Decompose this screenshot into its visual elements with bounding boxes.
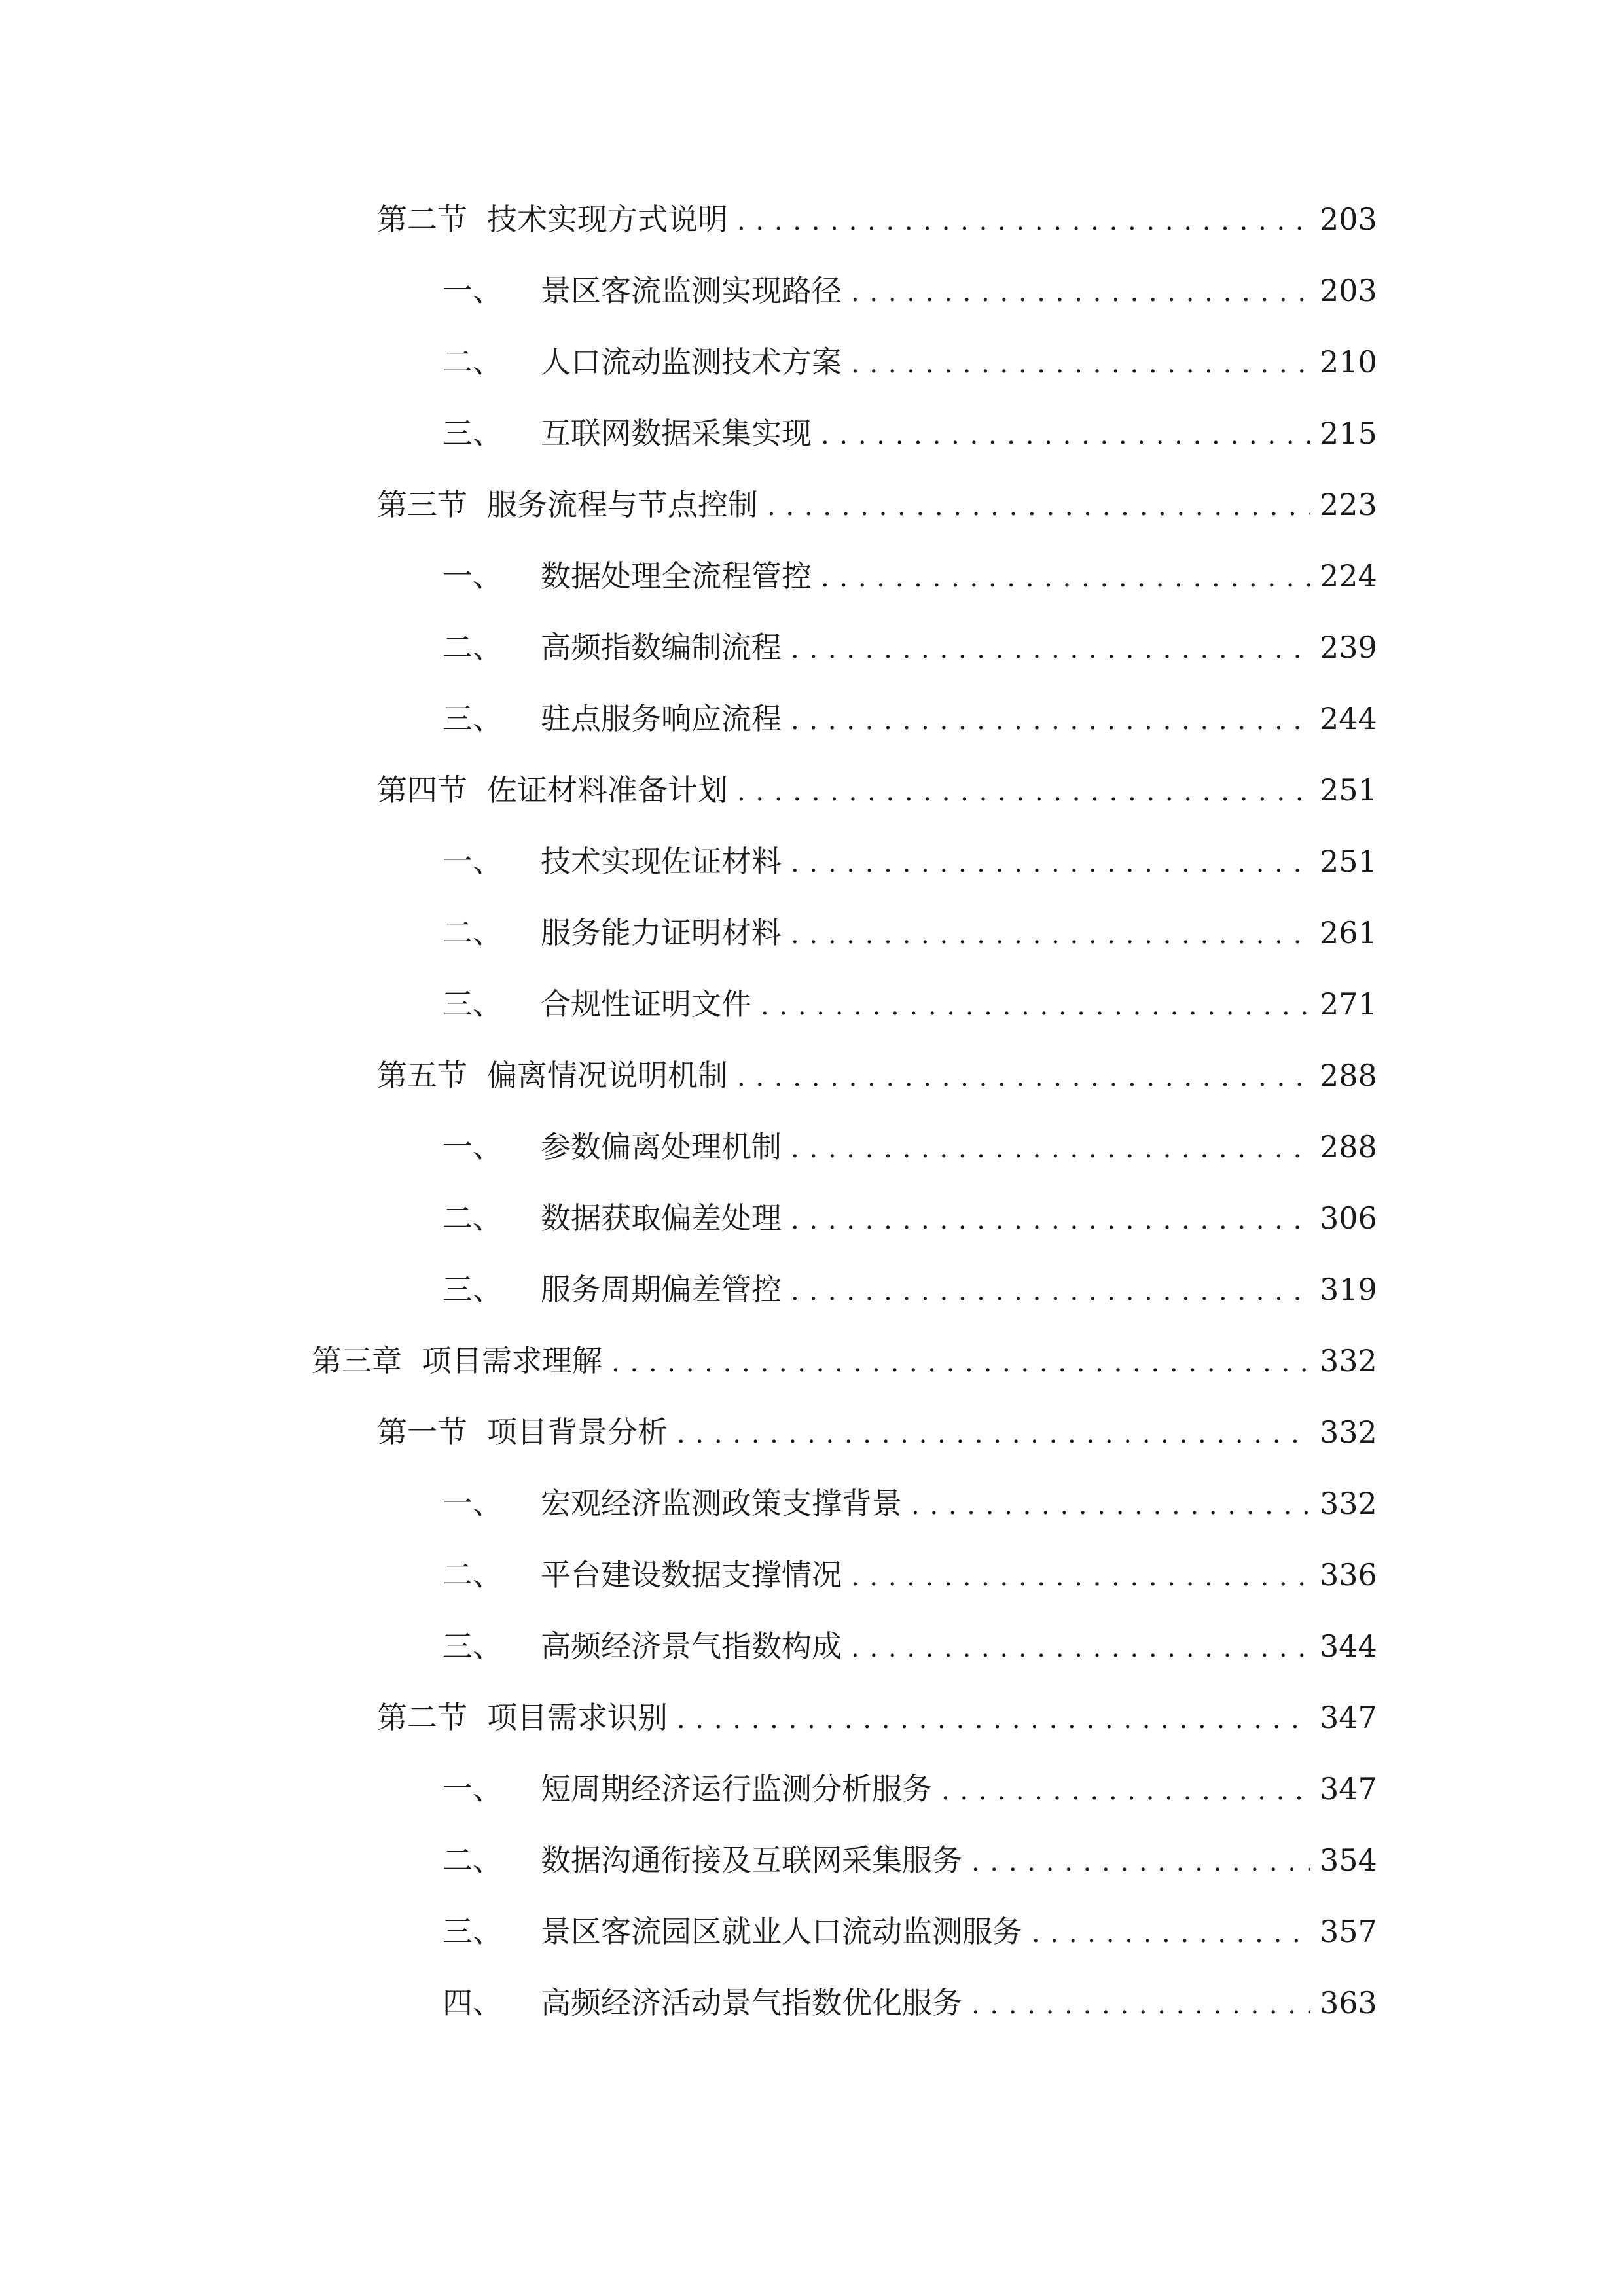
toc-marker: 第一节 bbox=[377, 1414, 467, 1450]
toc-marker: 一、 bbox=[442, 844, 503, 879]
toc-leader-dots bbox=[737, 198, 1310, 244]
toc-entry[interactable] bbox=[377, 1052, 1377, 1098]
toc-title: 驻点服务响应流程 bbox=[541, 701, 782, 736]
toc-entry[interactable] bbox=[442, 1124, 1377, 1170]
toc-marker: 第二节 bbox=[377, 202, 467, 237]
toc-label bbox=[442, 1266, 782, 1312]
toc-marker: 二、 bbox=[442, 1200, 503, 1236]
toc-page-number: 239 bbox=[1320, 630, 1377, 665]
toc-label bbox=[377, 1695, 668, 1740]
toc-label bbox=[442, 1623, 842, 1669]
toc-marker: 二、 bbox=[442, 915, 503, 950]
toc-page-number: 203 bbox=[1320, 273, 1377, 308]
toc-leader-dots bbox=[851, 1625, 1310, 1671]
toc-title: 合规性证明文件 bbox=[541, 986, 751, 1022]
toc-label bbox=[442, 910, 782, 956]
toc-title: 景区客流园区就业人口流动监测服务 bbox=[541, 1914, 1022, 1949]
toc-leader-dots bbox=[737, 1054, 1310, 1100]
toc-label bbox=[442, 1837, 962, 1883]
toc-page-number: 244 bbox=[1320, 701, 1377, 736]
toc-marker: 三、 bbox=[442, 986, 503, 1022]
toc-label bbox=[377, 482, 758, 528]
toc-leader-dots bbox=[851, 270, 1310, 315]
toc-entry[interactable] bbox=[442, 1909, 1377, 1954]
toc-marker: 一、 bbox=[442, 273, 503, 308]
toc-leader-dots bbox=[677, 1411, 1310, 1457]
toc-label bbox=[442, 624, 782, 670]
toc-entry[interactable] bbox=[377, 196, 1377, 242]
toc-entry[interactable] bbox=[377, 767, 1377, 813]
toc-title: 偏离情况说明机制 bbox=[487, 1058, 728, 1093]
toc-page-number: 332 bbox=[1320, 1414, 1377, 1450]
toc-page-number: 288 bbox=[1320, 1058, 1377, 1093]
toc-marker: 二、 bbox=[442, 1557, 503, 1592]
toc-entry[interactable] bbox=[442, 696, 1377, 742]
toc-entry[interactable] bbox=[442, 624, 1377, 670]
toc-label bbox=[442, 1909, 1022, 1954]
toc-title: 平台建设数据支撑情况 bbox=[541, 1557, 842, 1592]
toc-page-number: 203 bbox=[1320, 202, 1377, 237]
toc-label bbox=[442, 339, 842, 385]
toc-title: 短周期经济运行监测分析服务 bbox=[541, 1771, 932, 1806]
toc-entry[interactable] bbox=[377, 482, 1377, 528]
toc-title: 技术实现佐证材料 bbox=[541, 844, 782, 879]
toc-page-number: 344 bbox=[1320, 1628, 1377, 1664]
toc-marker: 第五节 bbox=[377, 1058, 467, 1093]
toc-leader-dots bbox=[971, 1982, 1310, 2028]
toc-leader-dots bbox=[851, 1554, 1310, 1600]
toc-page-number: 224 bbox=[1320, 558, 1377, 594]
toc-title: 高频经济活动景气指数优化服务 bbox=[541, 1985, 962, 2020]
toc-marker: 二、 bbox=[442, 344, 503, 380]
toc-entry[interactable] bbox=[377, 1695, 1377, 1740]
toc-marker: 三、 bbox=[442, 701, 503, 736]
toc-leader-dots bbox=[761, 983, 1310, 1029]
toc-leader-dots bbox=[611, 1340, 1310, 1386]
toc-title: 项目背景分析 bbox=[487, 1414, 668, 1450]
toc-entry[interactable] bbox=[442, 910, 1377, 956]
toc-title: 服务周期偏差管控 bbox=[541, 1272, 782, 1307]
toc-label bbox=[442, 1480, 902, 1526]
toc-label bbox=[442, 1766, 932, 1812]
toc-label bbox=[312, 1338, 602, 1384]
toc-page-number: 332 bbox=[1320, 1486, 1377, 1521]
toc-entry[interactable] bbox=[442, 410, 1377, 456]
toc-entry[interactable] bbox=[442, 339, 1377, 385]
toc-title: 服务流程与节点控制 bbox=[487, 487, 758, 522]
toc-page-number: 210 bbox=[1320, 344, 1377, 380]
toc-page-number: 357 bbox=[1320, 1914, 1377, 1949]
toc-marker: 一、 bbox=[442, 1486, 503, 1521]
toc-label bbox=[442, 838, 782, 884]
toc-title: 佐证材料准备计划 bbox=[487, 772, 728, 808]
toc-entry[interactable] bbox=[442, 981, 1377, 1027]
toc-entry[interactable] bbox=[312, 1338, 1377, 1384]
toc-title: 互联网数据采集实现 bbox=[541, 416, 812, 451]
toc-leader-dots bbox=[941, 1768, 1310, 1814]
toc-entry[interactable] bbox=[442, 1766, 1377, 1812]
toc-entry[interactable] bbox=[442, 1623, 1377, 1669]
toc-title: 数据处理全流程管控 bbox=[541, 558, 812, 594]
toc-page-number: 251 bbox=[1320, 844, 1377, 879]
toc-marker: 二、 bbox=[442, 630, 503, 665]
toc-title: 数据沟通衔接及互联网采集服务 bbox=[541, 1842, 962, 1878]
toc-page-number: 215 bbox=[1320, 416, 1377, 451]
toc-leader-dots bbox=[971, 1839, 1310, 1885]
toc-label bbox=[377, 1409, 668, 1455]
toc-marker: 第三节 bbox=[377, 487, 467, 522]
toc-entry[interactable] bbox=[442, 1552, 1377, 1598]
toc-page-number: 347 bbox=[1320, 1771, 1377, 1806]
toc-leader-dots bbox=[821, 555, 1310, 601]
toc-entry[interactable] bbox=[442, 268, 1377, 314]
toc-leader-dots bbox=[911, 1482, 1310, 1528]
toc-leader-dots bbox=[791, 1126, 1310, 1172]
toc-entry[interactable] bbox=[442, 1480, 1377, 1526]
toc-leader-dots bbox=[821, 412, 1310, 458]
toc-leader-dots bbox=[791, 840, 1310, 886]
toc-page-number: 261 bbox=[1320, 915, 1377, 950]
toc-page-number: 354 bbox=[1320, 1842, 1377, 1878]
toc-page-number: 306 bbox=[1320, 1200, 1377, 1236]
toc-leader-dots bbox=[791, 698, 1310, 744]
toc-label bbox=[442, 410, 812, 456]
toc-page-number: 363 bbox=[1320, 1985, 1377, 2020]
toc-label bbox=[442, 1195, 782, 1241]
toc-marker: 一、 bbox=[442, 558, 503, 594]
toc-title: 项目需求理解 bbox=[422, 1343, 602, 1378]
toc-label bbox=[442, 981, 751, 1027]
toc-entry[interactable] bbox=[442, 838, 1377, 884]
toc-marker: 三、 bbox=[442, 1272, 503, 1307]
toc-entry[interactable] bbox=[442, 1980, 1377, 2026]
toc-label bbox=[442, 1124, 782, 1170]
toc-label bbox=[442, 1552, 842, 1598]
toc-title: 数据获取偏差处理 bbox=[541, 1200, 782, 1236]
toc-label bbox=[442, 553, 812, 599]
toc-marker: 四、 bbox=[442, 1985, 503, 2020]
toc-marker: 第四节 bbox=[377, 772, 467, 808]
toc-title: 服务能力证明材料 bbox=[541, 915, 782, 950]
toc-title: 参数偏离处理机制 bbox=[541, 1129, 782, 1164]
toc-label bbox=[442, 1980, 962, 2026]
toc-title: 高频指数编制流程 bbox=[541, 630, 782, 665]
toc-page-number: 319 bbox=[1320, 1272, 1377, 1307]
toc-label bbox=[377, 196, 728, 242]
toc-marker: 一、 bbox=[442, 1771, 503, 1806]
toc-title: 人口流动监测技术方案 bbox=[541, 344, 842, 380]
toc-marker: 二、 bbox=[442, 1842, 503, 1878]
toc-marker: 第三章 bbox=[312, 1343, 402, 1378]
toc-leader-dots bbox=[791, 1197, 1310, 1243]
toc-title: 景区客流监测实现路径 bbox=[541, 273, 842, 308]
toc-leader-dots bbox=[851, 341, 1310, 387]
toc-entry[interactable] bbox=[377, 1409, 1377, 1455]
toc-entry[interactable] bbox=[442, 1266, 1377, 1312]
toc-marker: 三、 bbox=[442, 416, 503, 451]
toc-page-number: 223 bbox=[1320, 487, 1377, 522]
toc-leader-dots bbox=[737, 769, 1310, 815]
toc-page-number: 288 bbox=[1320, 1129, 1377, 1164]
toc-marker: 第二节 bbox=[377, 1700, 467, 1735]
toc-marker: 三、 bbox=[442, 1914, 503, 1949]
toc-page-number: 347 bbox=[1320, 1700, 1377, 1735]
toc-page-number: 336 bbox=[1320, 1557, 1377, 1592]
toc-label bbox=[442, 696, 782, 742]
toc-title: 宏观经济监测政策支撑背景 bbox=[541, 1486, 902, 1521]
toc-title: 高频经济景气指数构成 bbox=[541, 1628, 842, 1664]
toc-leader-dots bbox=[767, 484, 1310, 529]
toc-title: 技术实现方式说明 bbox=[487, 202, 728, 237]
toc-entry[interactable] bbox=[442, 553, 1377, 599]
toc-leader-dots bbox=[1032, 1910, 1310, 1956]
toc-leader-dots bbox=[791, 626, 1310, 672]
toc-leader-dots bbox=[677, 1696, 1310, 1742]
toc-leader-dots bbox=[791, 1268, 1310, 1314]
toc-title: 项目需求识别 bbox=[487, 1700, 668, 1735]
toc-marker: 一、 bbox=[442, 1129, 503, 1164]
toc-page-number: 332 bbox=[1320, 1343, 1377, 1378]
toc-entry[interactable] bbox=[442, 1195, 1377, 1241]
toc-label bbox=[377, 767, 728, 813]
toc-leader-dots bbox=[791, 912, 1310, 958]
toc-entry[interactable] bbox=[442, 1837, 1377, 1883]
toc-page-number: 251 bbox=[1320, 772, 1377, 808]
toc-page-number: 271 bbox=[1320, 986, 1377, 1022]
toc-label bbox=[377, 1052, 728, 1098]
toc-marker: 三、 bbox=[442, 1628, 503, 1664]
toc-label bbox=[442, 268, 842, 314]
